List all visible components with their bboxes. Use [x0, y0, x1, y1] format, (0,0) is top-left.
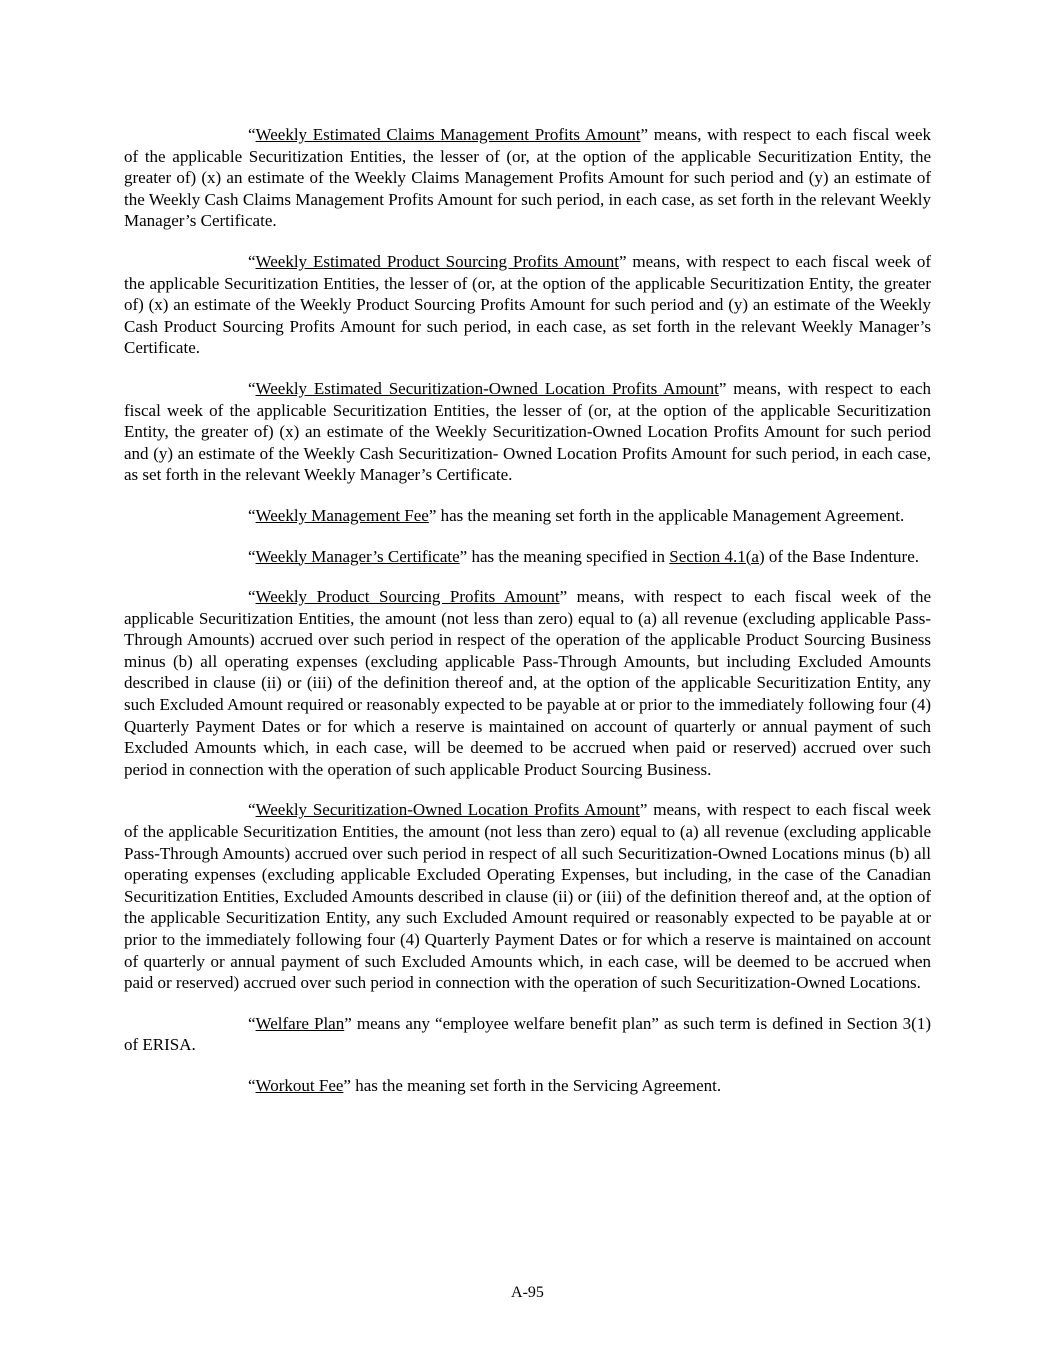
- definition-body: means, with respect to each fiscal week of the applicable Securitization Entities, the lesser of (or, at the option of the applicable Securitization Entity, the greater of) (x) an estimate of the Weekly Product Sourcing Profits Amount for such period and (y) an estimate of the Weekly Cash Product Sourcing Profits Amount for such period, in each case, as set forth in the relevant Weekly Manager’s Certificate.: [124, 251, 931, 358]
- definition-paragraph: “Weekly Estimated Securitization-Owned Location Profits Amount” means, with respect to each fiscal week of the applicable Securitization Entities, the lesser of (or, at the option of the applicable Securitization Entity, the greater of) (x) an estimate of the Weekly Securitization-Owned Location Profits Amount for such period and (y) an estimate of the Weekly Cash Securitization- Owned Location Profits Amount for such period, in each case, as set forth in the relevant Weekly Manager’s Certificate.: [124, 378, 932, 485]
- defined-term: Weekly Estimated Securitization-Owned Location Profits Amount: [255, 378, 719, 398]
- definition-paragraph: “Weekly Product Sourcing Profits Amount” means, with respect to each fiscal week of the applicable Securitization Entities, the amount (not less than zero) equal to (a) all revenue (excluding applicable Pass-Through Amounts) accrued over such period in respect of the operation of the applicable Product Sourcing Business minus (b) all operating expenses (excluding applicable Pass-Through Amounts, but including Excluded Amounts described in clause (ii) or (iii) of the definition thereof and, at the option of the applicable Securitization Entity, any such Excluded Amount required or reasonably expected to be payable at or prior to the immediately following four (4) Quarterly Payment Dates or for which a reserve is maintained on account of quarterly or annual payment of such Excluded Amounts which, in each case, will be deemed to be accrued when paid or reserved) accrued over such period in connection with the operation of such applicable Product Sourcing Business.: [124, 587, 931, 779]
- definition-body: means, with respect to each fiscal week of the applicable Securitization Entities, the amount (not less than zero) equal to (a) all revenue (excluding applicable Pass-Through Amounts) accrued over such period in respect of the operation of the applicable Product Sourcing Business minus (b) all operating expenses (excluding applicable Pass-Through Amounts, but including Excluded Amounts described in clause (ii) or (iii) of the definition thereof and, at the option of the applicable Securitization Entity, any such Excluded Amount required or reasonably expected to be payable at or prior to the immediately following four (4) Quarterly Payment Dates or for which a reserve is maintained on account of quarterly or annual payment of such Excluded Amounts which, in each case, will be deemed to be accrued when paid or reserved) accrued over such period in connection with the operation of such applicable Product Sourcing Business.: [124, 587, 931, 779]
- definition-body: has the meaning set forth in the applicable Management Agreement.: [436, 505, 905, 525]
- defined-term: Weekly Securitization-Owned Location Profits Amount: [255, 800, 640, 820]
- definition-body: means any “employee welfare benefit plan” as such term is defined in Section 3(1) of ERISA.: [124, 1013, 931, 1055]
- definition-body: has the meaning specified in: [467, 546, 670, 566]
- defined-term: Weekly Management Fee: [255, 505, 429, 525]
- definition-paragraph: “Workout Fee” has the meaning set forth in the Servicing Agreement.: [248, 1075, 722, 1095]
- defined-term: Welfare Plan: [255, 1013, 345, 1033]
- definition-paragraph: “Weekly Securitization-Owned Location Profits Amount” means, with respect to each fiscal week of the applicable Securitization Entities, the amount (not less than zero) equal to (a) all revenue (excluding applicable Pass-Through Amounts) accrued over such period in respect of all such Securitization-Owned Locations minus (b) all operating expenses (excluding applicable Excluded Operating Expenses, but including, in the case of the Canadian Securitization Entities, Excluded Amounts described in clause (ii) or (iii) of the definition thereof and, at the option of the applicable Securitization Entity, any such Excluded Amount required or reasonably expected to be payable at or prior to the immediately following four (4) Quarterly Payment Dates or for which a reserve is maintained on account of quarterly or annual payment of such Excluded Amounts which, in each case, will be deemed to be accrued when paid or reserved) accrued over such period in connection with the operation of such Securitization-Owned Locations.: [124, 800, 931, 993]
- definition-body: has the meaning set forth in the Servicing Agreement.: [350, 1075, 722, 1095]
- definition-paragraph: “Weekly Manager’s Certificate” has the meaning specified in Section 4.1(a) of the Base Indenture.: [248, 546, 920, 566]
- definition-paragraph: “Weekly Management Fee” has the meaning set forth in the applicable Management Agreement.: [248, 505, 905, 525]
- defined-term: Weekly Estimated Claims Management Profits Amount: [255, 125, 641, 144]
- defined-term: Weekly Estimated Product Sourcing Profits Amount: [255, 251, 619, 271]
- definition-body: means, with respect to each fiscal week of the applicable Securitization Entities, the lesser of (or, at the option of the applicable Securitization Entity, the greater of) (x) an estimate of the Weekly Claims Management Profits Amount for such period and (y) an estimate of the Weekly Cash Claims Management Profits Amount for such period, in each case, as set forth in the relevant Weekly Manager’s Certificate.: [124, 125, 931, 231]
- section-reference: Section 4.1(a): [669, 546, 765, 566]
- defined-term: Weekly Product Sourcing Profits Amount: [255, 587, 560, 607]
- definition-paragraph: “Weekly Estimated Product Sourcing Profits Amount” means, with respect to each fiscal week of the applicable Securitization Entities, the lesser of (or, at the option of the applicable Securitization Entity, the greater of) (x) an estimate of the Weekly Product Sourcing Profits Amount for such period and (y) an estimate of the Weekly Cash Product Sourcing Profits Amount for such period, in each case, as set forth in the relevant Weekly Manager’s Certificate.: [124, 251, 931, 358]
- definition-body-continued: of the Base Indenture.: [764, 546, 920, 566]
- definition-body: means, with respect to each fiscal week of the applicable Securitization Entities, the amount (not less than zero) equal to (a) all revenue (excluding applicable Pass-Through Amounts) accrued over such period in respect of all such Securitization-Owned Locations minus (b) all operating expenses (excluding applicable Excluded Operating Expenses, but including, in the case of the Canadian Securitization Entities, Excluded Amounts described in clause (ii) or (iii) of the definition thereof and, at the option of the applicable Securitization Entity, any such Excluded Amount required or reasonably expected to be payable at or prior to the immediately following four (4) Quarterly Payment Dates or for which a reserve is maintained on account of quarterly or annual payment of such Excluded Amounts which, in each case, will be deemed to be accrued when paid or reserved) accrued over such period in connection with the operation of such Securitization-Owned Locations.: [124, 800, 931, 993]
- document-page: [124, 124, 931, 1116]
- defined-term: Weekly Manager’s Certificate: [255, 546, 460, 566]
- defined-term: Workout Fee: [255, 1075, 344, 1095]
- definition-paragraph: “Weekly Estimated Claims Management Profits Amount” means, with respect to each fiscal week of the applicable Securitization Entities, the lesser of (or, at the option of the applicable Securitization Entity, the greater of) (x) an estimate of the Weekly Claims Management Profits Amount for such period and (y) an estimate of the Weekly Cash Claims Management Profits Amount for such period, in each case, as set forth in the relevant Weekly Manager’s Certificate.: [124, 125, 931, 231]
- definition-paragraph: “Welfare Plan” means any “employee welfare benefit plan” as such term is defined in Section 3(1) of ERISA.: [124, 1013, 931, 1055]
- page-number: A-95: [511, 1284, 544, 1301]
- definition-body: means, with respect to each fiscal week of the applicable Securitization Entities, the lesser of (or, at the option of the applicable Securitization Entity, the greater of) (x) an estimate of the Weekly Securitization-Owned Location Profits Amount for such period and (y) an estimate of the Weekly Cash Securitization- Owned Location Profits Amount for such period, in each case, as set forth in the relevant Weekly Manager’s Certificate.: [124, 378, 932, 485]
